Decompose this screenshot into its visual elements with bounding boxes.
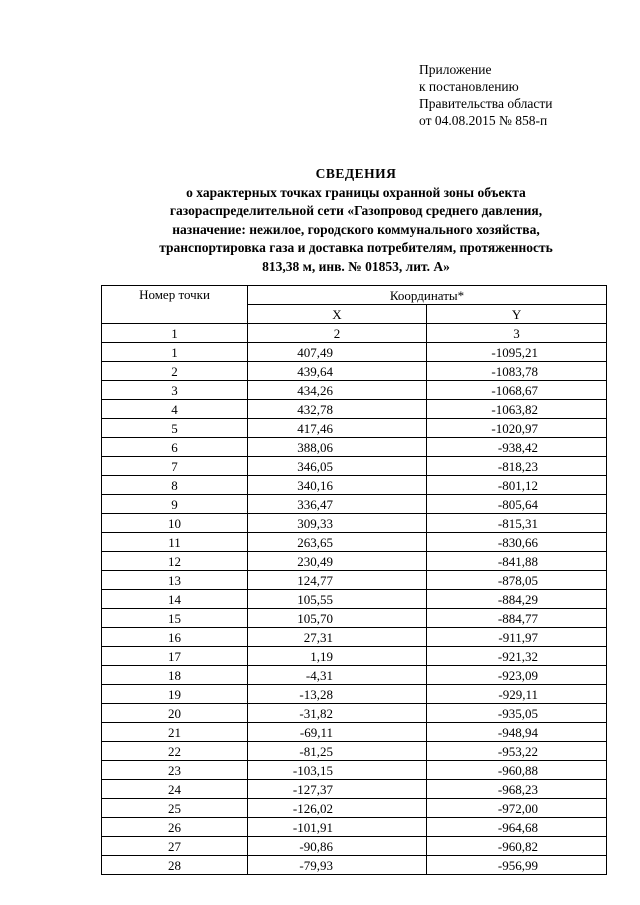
point-number-cell: 6 — [102, 438, 248, 457]
point-number-cell: 13 — [102, 571, 248, 590]
x-coordinate-cell: 263,65 — [248, 533, 427, 552]
point-number-cell: 25 — [102, 799, 248, 818]
appendix-block — [419, 61, 552, 129]
y-coordinate-cell: -1068,67 — [427, 381, 607, 400]
table-row — [102, 590, 607, 609]
appendix-line: Приложение — [419, 62, 492, 77]
point-number-cell: 5 — [102, 419, 248, 438]
table-row — [102, 780, 607, 799]
point-number-cell: 14 — [102, 590, 248, 609]
y-coordinate-cell: -956,99 — [427, 856, 607, 875]
table-row — [102, 476, 607, 495]
table-row — [102, 552, 607, 571]
y-coordinate-cell: -878,05 — [427, 571, 607, 590]
y-coordinate-cell: -818,23 — [427, 457, 607, 476]
table-row — [102, 362, 607, 381]
x-coordinate-cell: 124,77 — [248, 571, 427, 590]
document-title: СВЕДЕНИЯ — [315, 166, 397, 181]
table-row — [102, 609, 607, 628]
point-number-cell: 27 — [102, 837, 248, 856]
table-row — [102, 723, 607, 742]
x-coordinate-cell: 407,49 — [248, 343, 427, 362]
table-header-row — [102, 286, 607, 305]
point-number-cell: 10 — [102, 514, 248, 533]
heading-line: о характерных точках границы охранной зоны объекта — [186, 184, 526, 200]
table-row — [102, 818, 607, 837]
table-row — [102, 438, 607, 457]
coordinates-table — [101, 285, 607, 875]
y-coordinate-cell: -884,77 — [427, 609, 607, 628]
x-coordinate-cell: 388,06 — [248, 438, 427, 457]
x-coordinate-cell: -127,37 — [248, 780, 427, 799]
x-coordinate-cell: -79,93 — [248, 856, 427, 875]
y-coordinate-cell: -935,05 — [427, 704, 607, 723]
x-coordinate-cell: 439,64 — [248, 362, 427, 381]
table-row — [102, 533, 607, 552]
x-coordinate-cell: 27,31 — [248, 628, 427, 647]
document-heading — [100, 165, 612, 276]
appendix-line: Правительства области — [419, 96, 553, 111]
x-coordinate-cell: -31,82 — [248, 704, 427, 723]
y-coordinate-cell: -1020,97 — [427, 419, 607, 438]
point-number-cell: 22 — [102, 742, 248, 761]
x-coordinate-cell: -103,15 — [248, 761, 427, 780]
y-coordinate-cell: -964,68 — [427, 818, 607, 837]
y-coordinate-cell: -921,32 — [427, 647, 607, 666]
x-coordinate-cell: 417,46 — [248, 419, 427, 438]
point-number-cell: 11 — [102, 533, 248, 552]
header-coordinates: Координаты* — [248, 286, 607, 305]
y-coordinate-cell: -938,42 — [427, 438, 607, 457]
x-coordinate-cell: 346,05 — [248, 457, 427, 476]
x-coordinate-cell: 309,33 — [248, 514, 427, 533]
y-coordinate-cell: -953,22 — [427, 742, 607, 761]
point-number-cell: 23 — [102, 761, 248, 780]
x-coordinate-cell: 340,16 — [248, 476, 427, 495]
point-number-cell: 4 — [102, 400, 248, 419]
point-number-cell: 26 — [102, 818, 248, 837]
point-number-cell: 15 — [102, 609, 248, 628]
x-coordinate-cell: 230,49 — [248, 552, 427, 571]
point-number-cell: 19 — [102, 685, 248, 704]
header-y: Y — [427, 305, 607, 324]
y-coordinate-cell: -972,00 — [427, 799, 607, 818]
point-number-cell: 1 — [102, 343, 248, 362]
column-number: 3 — [427, 324, 607, 343]
point-number-cell: 28 — [102, 856, 248, 875]
point-number-cell: 9 — [102, 495, 248, 514]
table-row — [102, 514, 607, 533]
point-number-cell: 8 — [102, 476, 248, 495]
heading-line: 813,38 м, инв. № 01853, лит. А» — [262, 258, 450, 274]
y-coordinate-cell: -1095,21 — [427, 343, 607, 362]
y-coordinate-cell: -960,82 — [427, 837, 607, 856]
x-coordinate-cell: -13,28 — [248, 685, 427, 704]
y-coordinate-cell: -805,64 — [427, 495, 607, 514]
table-row — [102, 647, 607, 666]
point-number-cell: 12 — [102, 552, 248, 571]
x-coordinate-cell: -126,02 — [248, 799, 427, 818]
table-row — [102, 457, 607, 476]
table-row — [102, 628, 607, 647]
x-coordinate-cell: 105,55 — [248, 590, 427, 609]
y-coordinate-cell: -923,09 — [427, 666, 607, 685]
x-coordinate-cell: -81,25 — [248, 742, 427, 761]
table-row — [102, 856, 607, 875]
y-coordinate-cell: -1083,78 — [427, 362, 607, 381]
table-row — [102, 495, 607, 514]
table-row — [102, 742, 607, 761]
point-number-cell: 16 — [102, 628, 248, 647]
y-coordinate-cell: -968,23 — [427, 780, 607, 799]
header-point-number: Номер точки — [102, 286, 248, 324]
table-row — [102, 685, 607, 704]
y-coordinate-cell: -815,31 — [427, 514, 607, 533]
table-row — [102, 343, 607, 362]
y-coordinate-cell: -830,66 — [427, 533, 607, 552]
y-coordinate-cell: -884,29 — [427, 590, 607, 609]
x-coordinate-cell: -69,11 — [248, 723, 427, 742]
table-row — [102, 571, 607, 590]
column-number: 1 — [102, 324, 248, 343]
table-row — [102, 419, 607, 438]
y-coordinate-cell: -801,12 — [427, 476, 607, 495]
x-coordinate-cell: 1,19 — [248, 647, 427, 666]
table-row — [102, 381, 607, 400]
point-number-cell: 7 — [102, 457, 248, 476]
table-row — [102, 837, 607, 856]
x-coordinate-cell: 105,70 — [248, 609, 427, 628]
y-coordinate-cell: -911,97 — [427, 628, 607, 647]
point-number-cell: 3 — [102, 381, 248, 400]
point-number-cell: 17 — [102, 647, 248, 666]
point-number-cell: 2 — [102, 362, 248, 381]
heading-line: назначение: нежилое, городского коммунального хозяйства, — [172, 221, 540, 237]
table-row — [102, 400, 607, 419]
x-coordinate-cell: -101,91 — [248, 818, 427, 837]
table-column-numbers-row — [102, 324, 607, 343]
y-coordinate-cell: -948,94 — [427, 723, 607, 742]
table-row — [102, 761, 607, 780]
y-coordinate-cell: -960,88 — [427, 761, 607, 780]
header-x: X — [248, 305, 427, 324]
table-row — [102, 704, 607, 723]
x-coordinate-cell: 336,47 — [248, 495, 427, 514]
y-coordinate-cell: -841,88 — [427, 552, 607, 571]
table-row — [102, 666, 607, 685]
heading-line: транспортировка газа и доставка потребителям, протяженность — [159, 240, 553, 255]
x-coordinate-cell: -4,31 — [248, 666, 427, 685]
x-coordinate-cell: -90,86 — [248, 837, 427, 856]
table-row — [102, 799, 607, 818]
point-number-cell: 24 — [102, 780, 248, 799]
point-number-cell: 18 — [102, 666, 248, 685]
y-coordinate-cell: -1063,82 — [427, 400, 607, 419]
x-coordinate-cell: 432,78 — [248, 400, 427, 419]
point-number-cell: 21 — [102, 723, 248, 742]
x-coordinate-cell: 434,26 — [248, 381, 427, 400]
heading-line: газораспределительной сети «Газопровод среднего давления, — [169, 203, 543, 218]
appendix-line: от 04.08.2015 № 858-п — [419, 113, 548, 128]
appendix-line: к постановлению — [419, 79, 519, 94]
column-number: 2 — [248, 324, 427, 343]
point-number-cell: 20 — [102, 704, 248, 723]
y-coordinate-cell: -929,11 — [427, 685, 607, 704]
